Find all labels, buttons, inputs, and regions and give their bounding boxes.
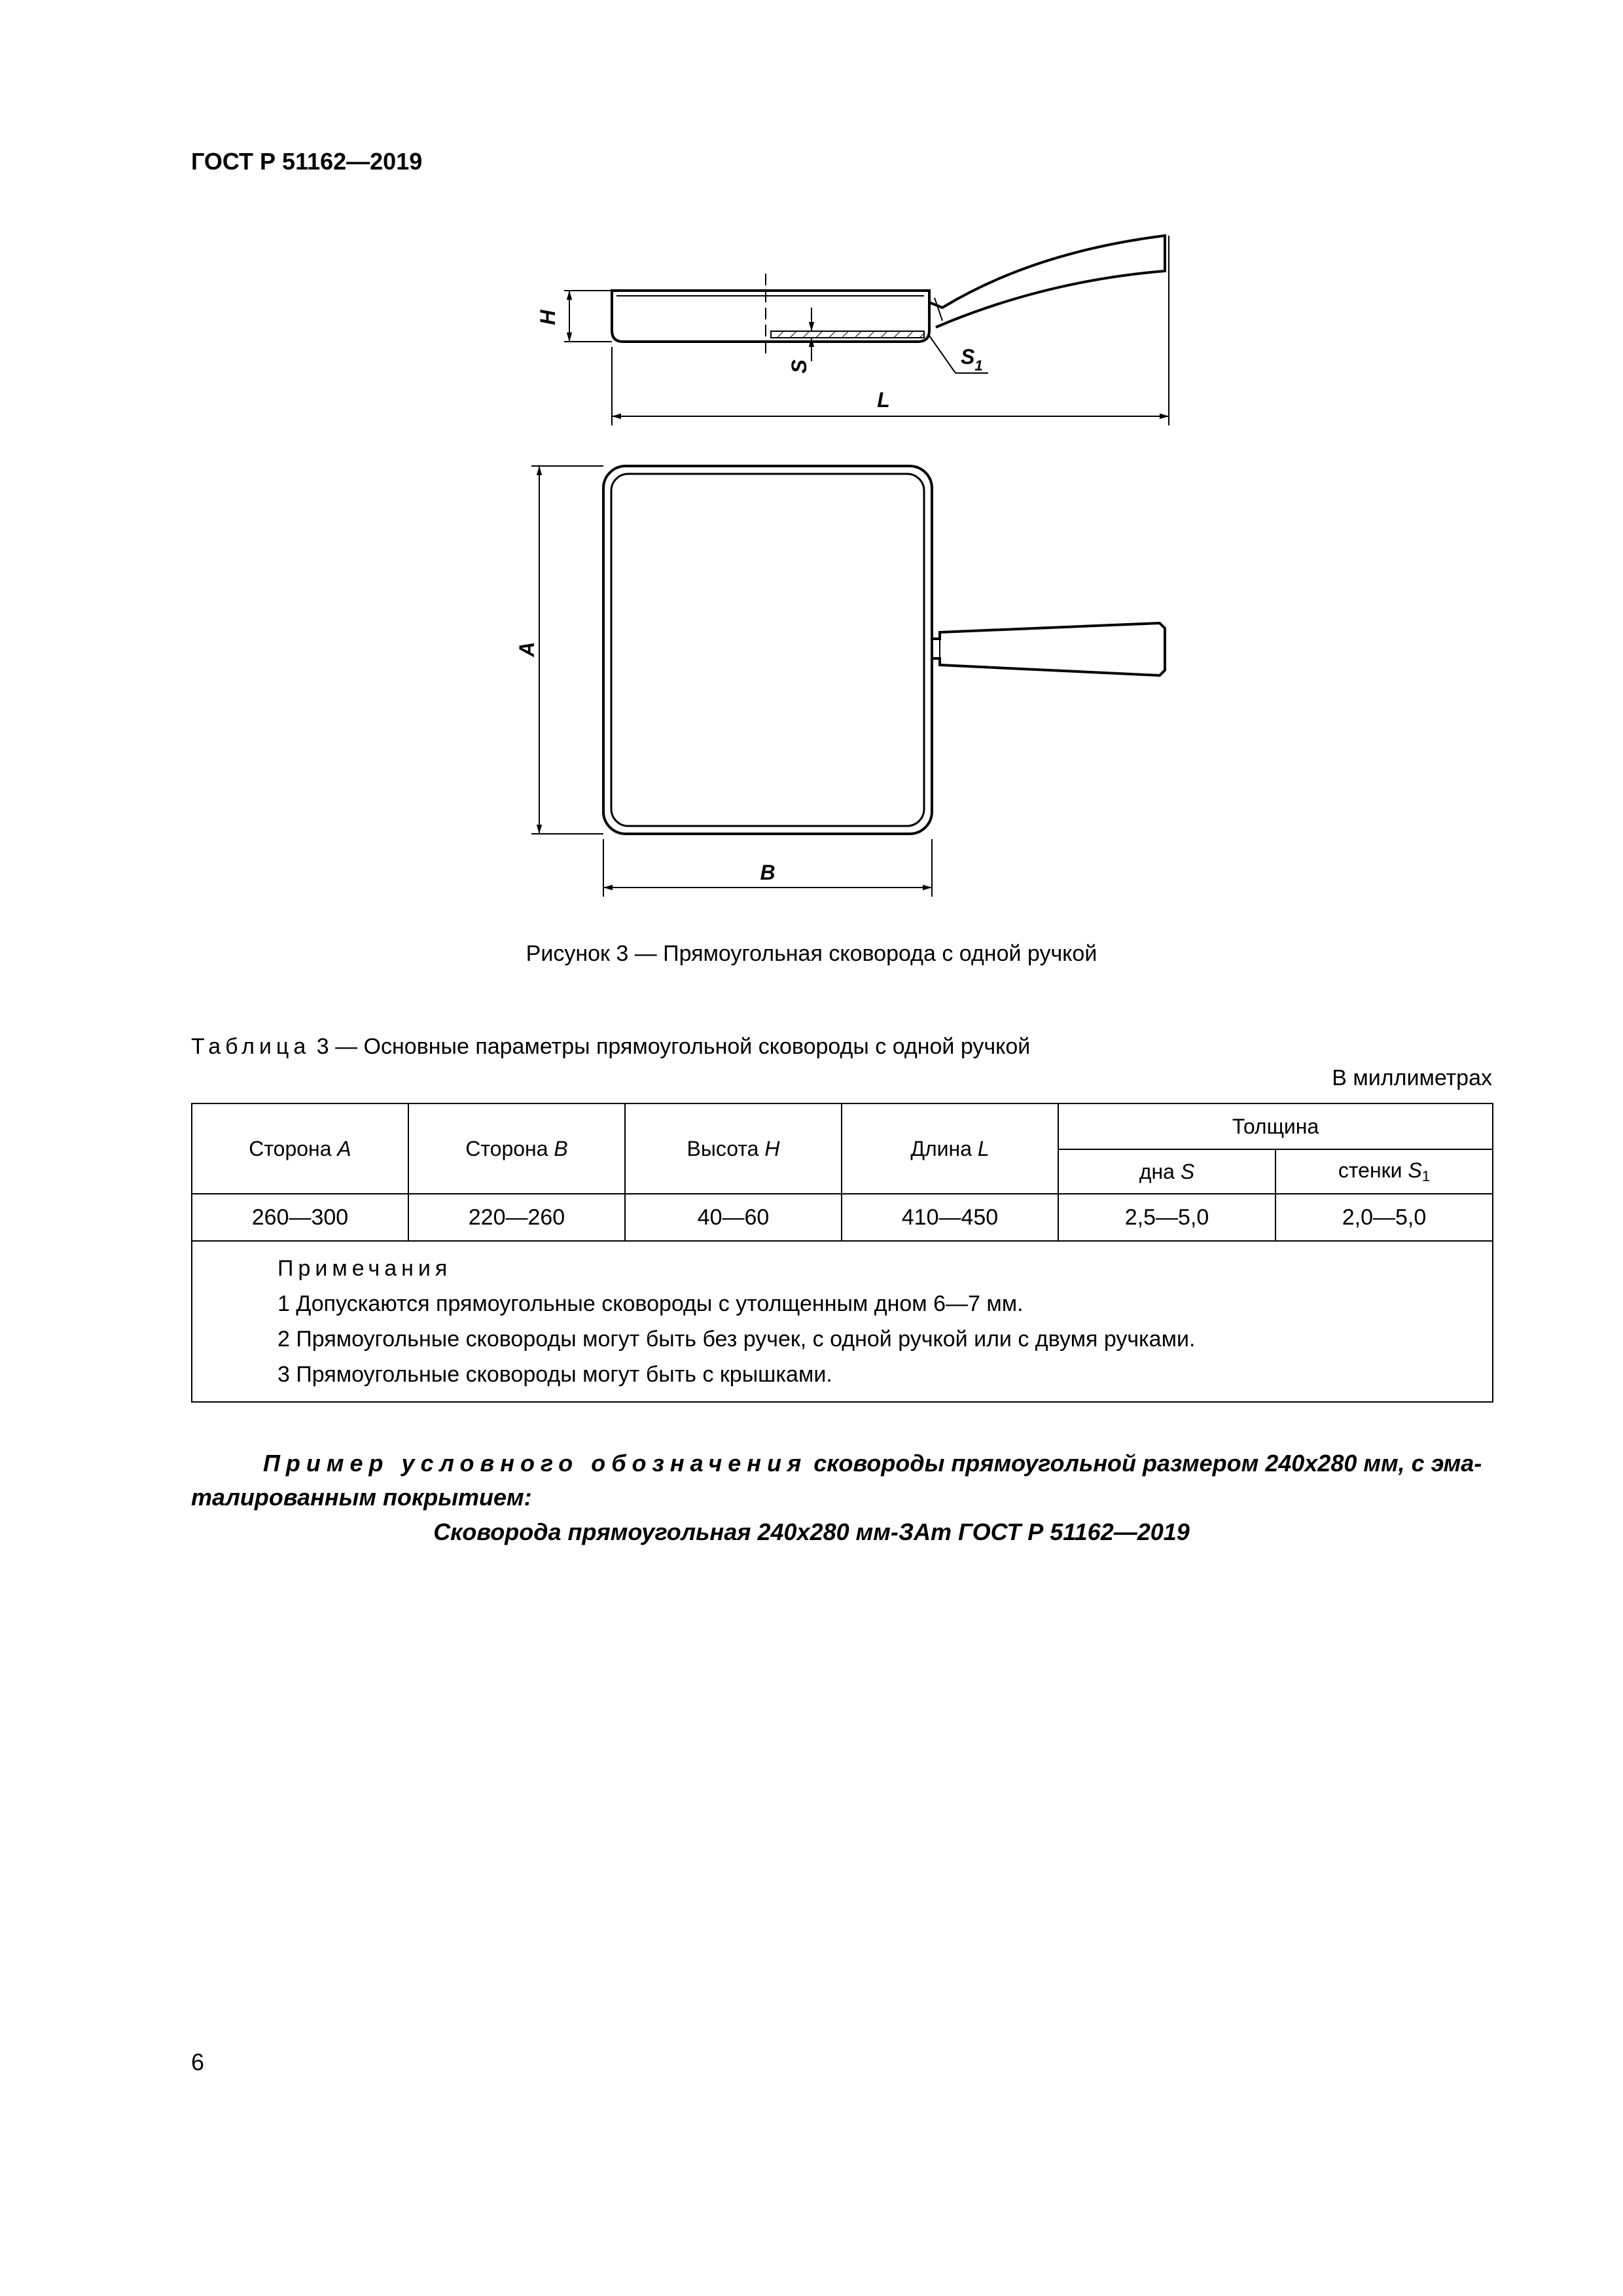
parameters-table [191,1103,1493,1403]
example-designation [191,1446,1492,1515]
dim-label-l: L [877,388,890,412]
bottom-section-hatch [771,331,924,338]
table-notes [192,1241,1493,1402]
cell-wall: 2,0—5,0 [1275,1194,1493,1241]
cell-length: 410—450 [842,1194,1058,1241]
example-label-text: сковороды прямоугольной размером 240x280 мм, с эма- [807,1450,1482,1477]
side-view [564,236,1169,425]
dim-label-s: S [787,359,811,374]
dim-label-h: H [536,310,560,325]
header-side-b: Сторона B [408,1103,625,1194]
dim-label-b: B [760,861,776,884]
pan-drawing [0,0,1623,929]
cell-side-b: 220—260 [408,1194,625,1241]
top-view [531,466,1165,897]
dim-label-a: A [515,641,539,657]
table-title-text: 3 — Основные параметры прямоугольной сковороды с одной ручкой [310,1034,1031,1059]
header-wall: стенки $S_1$ [1275,1149,1493,1194]
page-number: 6 [191,2049,205,2075]
table-units: В миллиметрах [1332,1066,1492,1090]
header-height: Высота H [625,1103,842,1194]
dim-label-s1: $S_1$ [961,345,983,374]
document-header: ГОСТ Р 51162—2019 [191,148,423,175]
table-title-prefix: Таблица [191,1034,311,1059]
example-label-line2: талированным покрытием: [191,1484,532,1511]
table-row [192,1194,1493,1241]
header-length: Длина L [842,1103,1058,1194]
example-value: Сковорода прямоугольная 240x280 мм-ЗАт ГОСТ Р 51162—2019 [433,1518,1190,1545]
example-label-spaced: Пример условного обозначения [263,1450,808,1477]
cell-height: 40—60 [625,1194,842,1241]
header-side-a: Сторона A [192,1103,408,1194]
note-item: 2 Прямоугольные сковороды могут быть без ручек, с одной ручкой или с двумя ручками. [277,1327,1196,1352]
cell-side-a: 260—300 [192,1194,408,1241]
table-title [191,1034,1030,1060]
notes-title: Примечания [277,1256,452,1281]
note-item: 1 Допускаются прямоугольные сковороды с утолщенным дном 6—7 мм. [277,1291,1024,1316]
header-bottom: дна S [1058,1149,1275,1194]
figure-caption: Рисунок 3 — Прямоугольная сковорода с одной ручкой [526,941,1097,966]
cell-bottom: 2,5—5,0 [1058,1194,1275,1241]
header-thickness: Толщина [1058,1103,1493,1149]
note-item: 3 Прямоугольные сковороды могут быть с крышками. [277,1362,832,1387]
